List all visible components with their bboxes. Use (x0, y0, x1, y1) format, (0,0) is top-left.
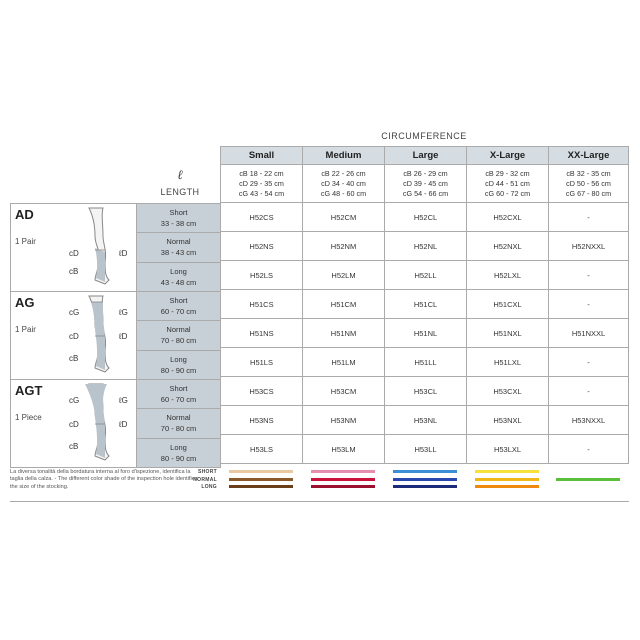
color-stripe (556, 485, 620, 488)
dim-label: cB (69, 354, 79, 363)
model-group-ag (11, 292, 137, 380)
size-ranges: cB 29 - 32 cm cD 44 - 51 cm cG 60 - 72 cm (467, 165, 549, 203)
dim-label: ℓG (119, 396, 128, 405)
color-stripe (475, 485, 539, 488)
dim-label: cD (69, 249, 79, 258)
model-qty: 1 Pair (15, 325, 36, 334)
length-cell: Long 80 - 90 cm (137, 438, 221, 467)
size-color-stripes (556, 470, 620, 493)
product-code: H52CL (385, 203, 467, 232)
product-code: H53CXL (467, 377, 549, 406)
product-code: H52LL (385, 261, 467, 290)
product-code: H53CL (385, 377, 467, 406)
dim-label: cB (69, 442, 79, 451)
code-row (221, 319, 629, 348)
product-code: H51LXL (467, 348, 549, 377)
dim-label: cG (69, 396, 80, 405)
dim-label: cD (69, 420, 79, 429)
color-stripe (393, 478, 457, 481)
model-name: AGT (15, 383, 43, 398)
dim-label: ℓD (119, 420, 128, 429)
size-table (220, 146, 629, 464)
color-stripe (556, 470, 620, 473)
model-name: AD (15, 207, 34, 222)
size-header-row (221, 147, 629, 165)
product-code: H53CS (221, 377, 303, 406)
product-code: - (549, 261, 629, 290)
size-ranges: cB 18 - 22 cm cD 29 - 35 cm cG 43 - 54 cm (221, 165, 303, 203)
product-code: H51CM (303, 290, 385, 319)
size-ranges: cB 22 - 26 cm cD 34 - 40 cm cG 48 - 60 cm (303, 165, 385, 203)
code-row (221, 406, 629, 435)
color-stripe (229, 478, 293, 481)
product-code: - (549, 203, 629, 232)
code-row (221, 290, 629, 319)
product-code: H52NM (303, 232, 385, 261)
size-ranges: cB 26 - 29 cm cD 39 - 45 cm cG 54 - 66 cm (385, 165, 467, 203)
dim-label: cB (69, 267, 79, 276)
color-stripe (311, 470, 375, 473)
dim-label: ℓD (119, 332, 128, 341)
color-stripe (229, 485, 293, 488)
product-code: H53LXL (467, 435, 549, 464)
product-code: - (549, 348, 629, 377)
size-name: X-Large (467, 147, 549, 165)
product-code: H52NS (221, 232, 303, 261)
length-cell: Short 60 - 70 cm (137, 380, 221, 409)
length-cell: Long 43 - 48 cm (137, 262, 221, 291)
length-symbol: ℓ (177, 167, 183, 182)
product-code: H51LM (303, 348, 385, 377)
dim-label: ℓG (119, 308, 128, 317)
product-code: H53NL (385, 406, 467, 435)
code-row (221, 377, 629, 406)
product-code: H53NM (303, 406, 385, 435)
model-qty: 1 Piece (15, 413, 42, 422)
code-row (221, 203, 629, 232)
product-code: H52LXL (467, 261, 549, 290)
length-title: LENGTH (160, 187, 200, 197)
product-code: H51LL (385, 348, 467, 377)
model-name: AG (15, 295, 35, 310)
product-code: H53LS (221, 435, 303, 464)
product-code: - (549, 377, 629, 406)
product-code: H51CXL (467, 290, 549, 319)
dim-label: ℓD (119, 249, 128, 258)
color-stripe (393, 485, 457, 488)
length-cell: Short 33 - 38 cm (137, 204, 221, 233)
size-name: XX-Large (549, 147, 629, 165)
size-color-stripes (393, 470, 457, 493)
color-stripe (556, 478, 620, 481)
product-code: H52LS (221, 261, 303, 290)
divider (10, 501, 629, 502)
product-code: H51NM (303, 319, 385, 348)
length-key: SHORT NORMAL LONG (193, 469, 217, 490)
product-code: H52NL (385, 232, 467, 261)
product-code: H53NS (221, 406, 303, 435)
product-code: H52CS (221, 203, 303, 232)
product-code: H52CXL (467, 203, 549, 232)
size-range-row (221, 165, 629, 203)
size-name: Small (221, 147, 303, 165)
product-code: - (549, 435, 629, 464)
product-code: H53LL (385, 435, 467, 464)
color-stripe (475, 478, 539, 481)
product-code: H53NXL (467, 406, 549, 435)
color-note: La diversa tonalità della bordatura interna al foro d'ispezione, identifica la taglia della calza. - The different color shade of the inspection hole identifies the size of the stocking. (10, 469, 198, 490)
size-color-stripes (311, 470, 375, 493)
model-qty: 1 Pair (15, 237, 36, 246)
code-row (221, 435, 629, 464)
color-stripe (311, 478, 375, 481)
product-code: H51NXXL (549, 319, 629, 348)
length-cell: Normal 70 - 80 cm (137, 321, 221, 350)
code-row (221, 348, 629, 377)
model-table (10, 203, 221, 468)
size-name: Medium (303, 147, 385, 165)
color-stripe (393, 470, 457, 473)
length-cell: Short 60 - 70 cm (137, 292, 221, 321)
product-code: H52LM (303, 261, 385, 290)
length-cell: Long 80 - 90 cm (137, 350, 221, 379)
thigh-stocking-icon (81, 294, 117, 376)
color-stripe (229, 470, 293, 473)
product-code: - (549, 290, 629, 319)
code-row (221, 232, 629, 261)
product-code: H51NL (385, 319, 467, 348)
model-group-agt (11, 380, 137, 468)
product-code: H51NXL (467, 319, 549, 348)
model-group-ad (11, 204, 137, 292)
hip-stocking-icon (81, 382, 117, 464)
size-color-stripes (475, 470, 539, 493)
product-code: H53LM (303, 435, 385, 464)
color-stripe (475, 470, 539, 473)
length-cell: Normal 38 - 43 cm (137, 233, 221, 262)
code-row (221, 261, 629, 290)
product-code: H53CM (303, 377, 385, 406)
dim-label: cG (69, 308, 80, 317)
size-color-stripes (229, 470, 293, 493)
color-stripe (311, 485, 375, 488)
product-code: H52CM (303, 203, 385, 232)
product-code: H51CL (385, 290, 467, 319)
length-cell: Normal 70 - 80 cm (137, 409, 221, 438)
circumference-title: CIRCUMFERENCE (381, 131, 467, 141)
product-code: H53NXXL (549, 406, 629, 435)
product-code: H52NXXL (549, 232, 629, 261)
product-code: H51CS (221, 290, 303, 319)
product-code: H52NXL (467, 232, 549, 261)
product-code: H51LS (221, 348, 303, 377)
size-ranges: cB 32 - 35 cm cD 50 - 56 cm cG 67 - 80 cm (549, 165, 629, 203)
dim-label: cD (69, 332, 79, 341)
knee-stocking-icon (81, 206, 117, 288)
size-name: Large (385, 147, 467, 165)
product-code: H51NS (221, 319, 303, 348)
